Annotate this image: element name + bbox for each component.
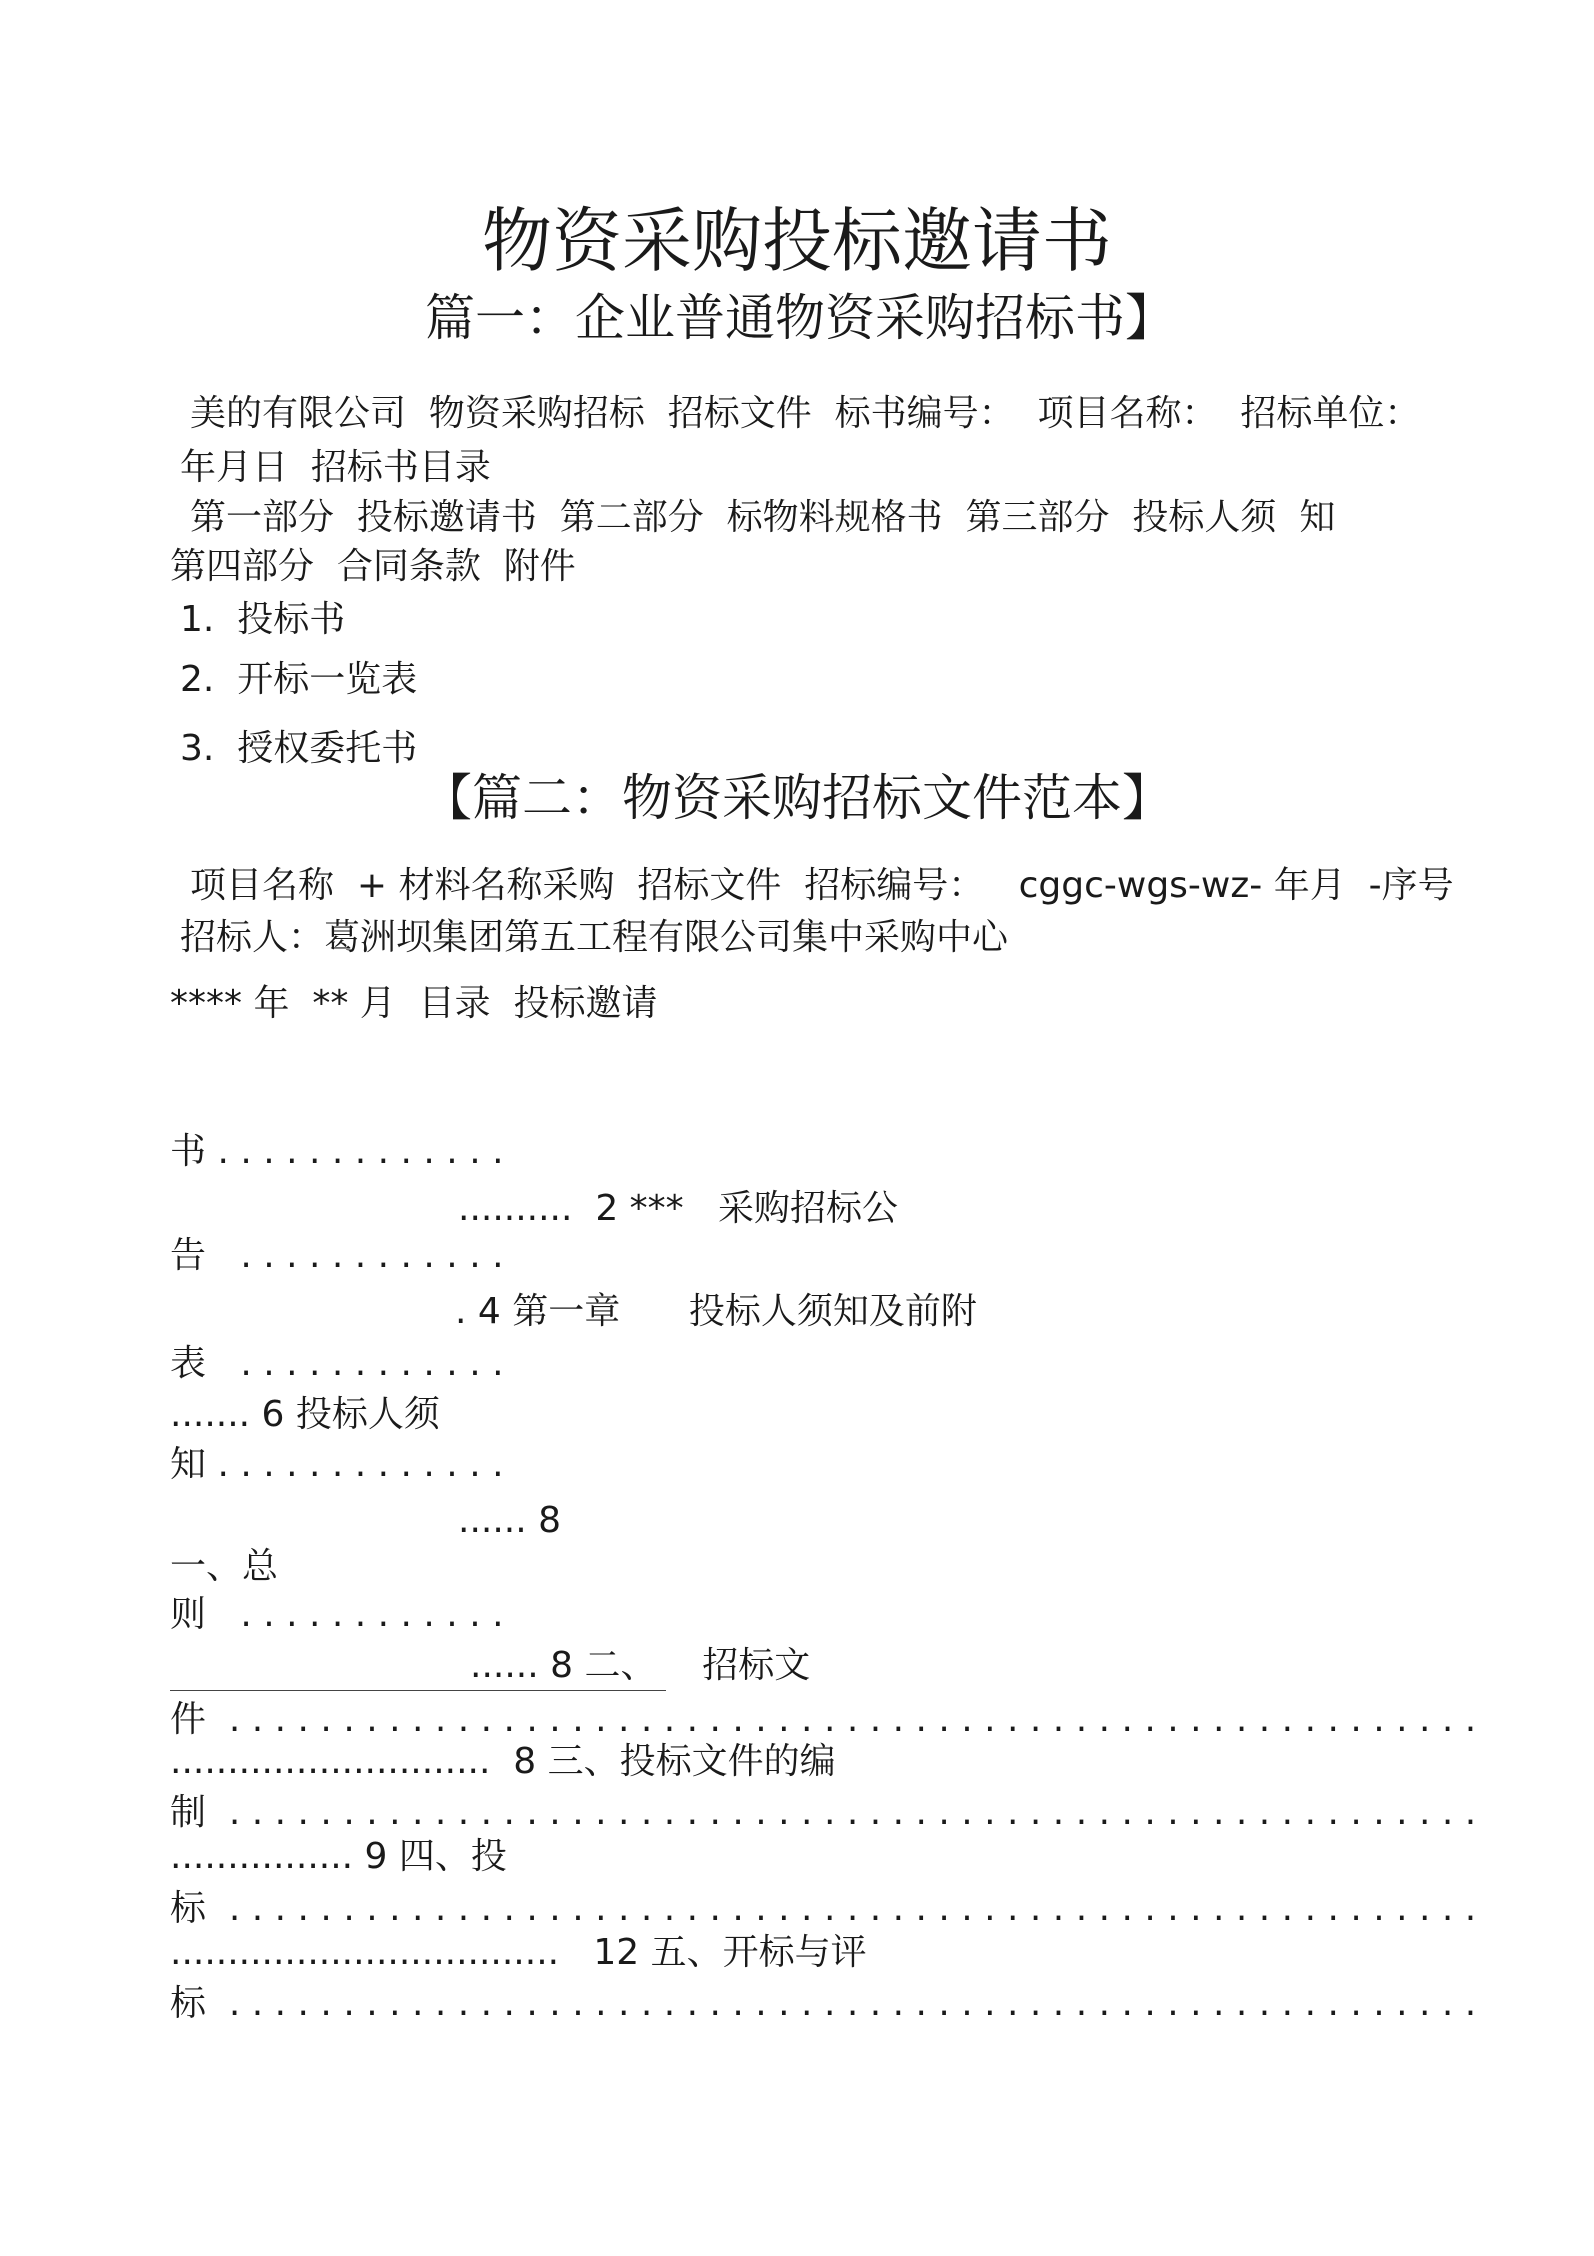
section1-line: 年月日 招标书目录 [180,447,491,488]
toc-line: 一、总 [170,1546,279,1587]
document-title: 物资采购投标邀请书 [482,200,1112,282]
attachment-item: 2. 开标一览表 [180,659,418,700]
attachment-item: 3. 授权委托书 [180,728,418,769]
section2-heading: 【篇二：物资采购招标文件范本】 [422,769,1172,827]
toc-line: 书 . . . . . . . . . . . . . [170,1131,504,1172]
section1-line: 美的有限公司 物资采购招标 招标文件 标书编号： 项目名称： 招标单位： [190,393,1421,434]
toc-line: ................ 9 四、投 [170,1836,507,1877]
section2-line: **** 年 ** 月 目录 投标邀请 [170,983,658,1024]
toc-line: .......... 2 *** 采购招标公 [458,1188,898,1229]
toc-line: ....... 6 投标人须 [170,1394,440,1435]
section2-line: 招标人：葛洲坝集团第五工程有限公司集中采购中心 [180,917,1009,958]
toc-line: 告 . . . . . . . . . . . . [170,1235,504,1276]
toc-line: ...... 8 二、 招标文 [470,1645,811,1686]
toc-line: 标 . . . . . . . . . . . . . . . . . . . . . . . . . . . . . . . . . . . . . . . . . . . . . . . . . . . . . . . [170,1983,1477,2024]
toc-underline [170,1690,666,1691]
toc-line: ............................ 8 三、投标文件的编 [170,1741,836,1782]
toc-line: .................................. 12 五、开标与评 [170,1932,867,1973]
toc-line: 件 . . . . . . . . . . . . . . . . . . . . . . . . . . . . . . . . . . . . . . . . . . . . . . . . . . . . . . . [170,1699,1477,1740]
toc-line: 则 . . . . . . . . . . . . [170,1594,504,1635]
attachment-item: 1. 投标书 [180,599,346,640]
section1-heading: 篇一：企业普通物资采购招标书】 [425,289,1175,347]
toc-line: ...... 8 [458,1500,562,1541]
toc-line: . 4 第一章 投标人须知及前附 [455,1291,977,1332]
section1-line: 第一部分 投标邀请书 第二部分 标物料规格书 第三部分 投标人须 知 [190,497,1336,538]
toc-line: 表 . . . . . . . . . . . . [170,1343,504,1384]
section1-line: 第四部分 合同条款 附件 [170,546,576,587]
toc-line: 标 . . . . . . . . . . . . . . . . . . . . . . . . . . . . . . . . . . . . . . . . . . . . . . . . . . . . . . . [170,1888,1477,1929]
section2-line: 项目名称 + 材料名称采购 招标文件 招标编号： cggc-wgs-wz- 年月 -序号 [190,865,1454,906]
toc-line: 制 . . . . . . . . . . . . . . . . . . . . . . . . . . . . . . . . . . . . . . . . . . . . . . . . . . . . . . . [170,1792,1477,1833]
toc-line: 知 . . . . . . . . . . . . . [170,1444,504,1485]
